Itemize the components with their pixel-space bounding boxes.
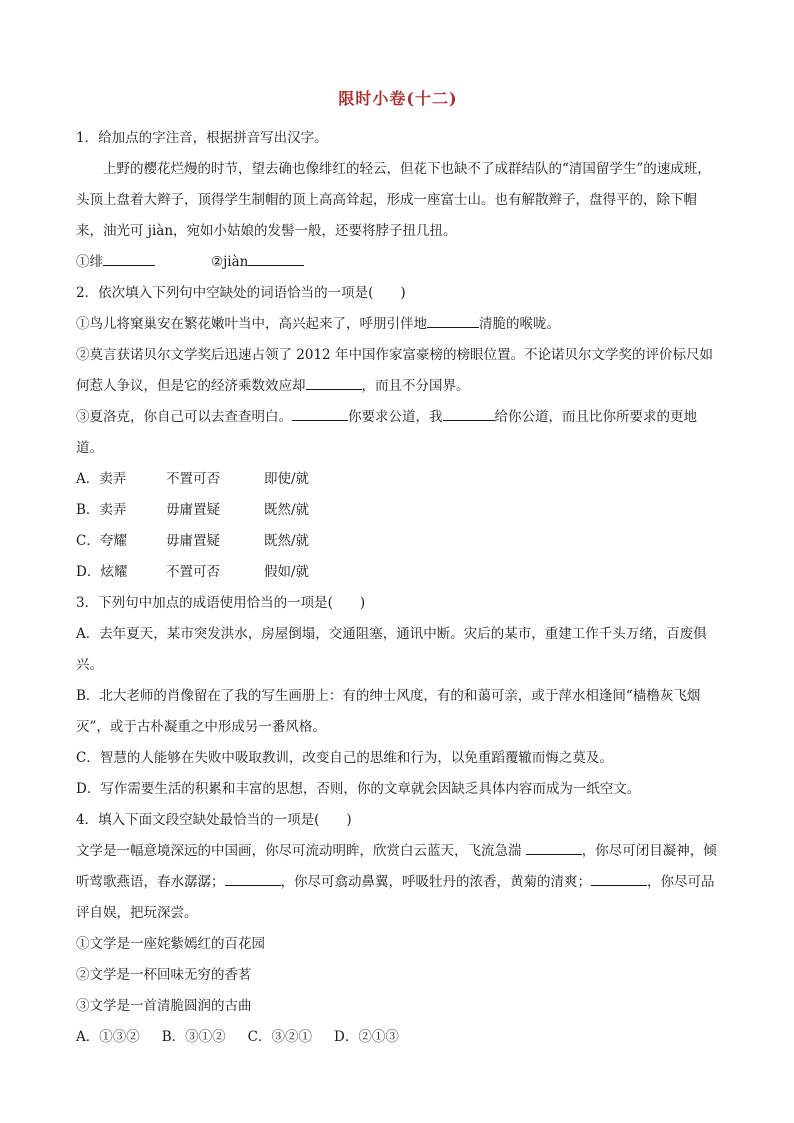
q4-passage (76, 836, 720, 929)
q1-answer1-blank[interactable] (103, 250, 155, 266)
q2-option-d-word1: D．炫耀 (76, 564, 128, 580)
q2-s1-text-b: 清脆的喉咙。 (479, 316, 560, 332)
q2-option-b-word1: B．卖弄 (76, 502, 127, 518)
q4-stem: 4．填入下面文段空缺处最恰当的一项是( ) (76, 812, 352, 828)
q4-item1: ①文学是一座姹紫嫣红的百花园 (76, 936, 265, 952)
q4-blank2[interactable] (225, 870, 281, 886)
q1-answer2-label: ②jiàn (211, 254, 249, 270)
q1-stem: 1．给加点的字注音，根据拼音写出汉字。 (76, 130, 328, 146)
q3-stem: 3．下列句中加点的成语使用恰当的一项是( ) (76, 595, 366, 611)
q2-sentence2 (76, 340, 720, 402)
q2-s1-text-a: ①鸟儿将窠巢安在繁花嫩叶当中，高兴起来了，呼朋引伴地 (76, 316, 427, 332)
q3-option-a[interactable]: A．去年夏天，某市突发洪水，房屋倒塌，交通阻塞，通讯中断。灾后的某市，重建工作千头万绪，百废俱兴。 (76, 626, 707, 673)
q2-option-c-word2: 毋庸置疑 (166, 533, 220, 549)
q2-option-b-word2: 毋庸置疑 (166, 502, 220, 518)
q2-option-d-word3: 假如/就 (264, 564, 310, 580)
q2-option-a-word1: A．卖弄 (76, 471, 127, 487)
q2-sentence3 (76, 402, 720, 464)
q1-answer2-blank[interactable] (248, 250, 304, 266)
q2-s3-blank2[interactable] (443, 405, 495, 421)
q2-option-a-word2: 不置可否 (166, 471, 220, 487)
q4-blank3[interactable] (591, 870, 647, 886)
q1-answers (76, 247, 720, 278)
q3-option-b[interactable]: B．北大老师的肖像留在了我的写生画册上：有的绅士风度，有的和蔼可亲，或于萍水相逢间“樯橹灰飞烟灭”，或于古朴凝重之中形成另一番风格。 (76, 688, 701, 735)
q4-option-a[interactable]: A．①③② (76, 1029, 140, 1045)
q2-s3-blank1[interactable] (292, 405, 348, 421)
q2-option-a-word3: 即使/就 (264, 471, 310, 487)
q4-item2: ②文学是一杯回味无穷的香茗 (76, 967, 252, 983)
q2-option-b[interactable] (76, 495, 720, 526)
q2-option-c-word1: C．夸耀 (76, 533, 127, 549)
q4-option-c[interactable]: C．③②① (247, 1029, 313, 1045)
q4-option-b[interactable]: B．③①② (161, 1029, 226, 1045)
q2-s3-text-a: ③夏洛克，你自己可以去查查明白。 (76, 409, 292, 425)
q4-text-c: ，你尽可翕动鼻翼，呼吸牡丹的浓香，黄菊的清爽； (280, 874, 591, 890)
q2-option-a[interactable] (76, 464, 720, 495)
document-page (76, 86, 720, 1053)
q2-option-c-word3: 既然/就 (264, 533, 310, 549)
q2-s2-blank[interactable] (306, 374, 362, 390)
q4-blank1[interactable] (526, 839, 582, 855)
q3-option-d[interactable]: D．写作需要生活的积累和丰富的思想，否则，你的文章就会因缺乏具体内容而成为一纸空文。 (76, 781, 641, 797)
q2-option-d[interactable] (76, 557, 720, 588)
q3-option-c[interactable]: C．智慧的人能够在失败中吸取教训，改变自己的思维和行为，以免重蹈覆辙而悔之莫及。 (76, 750, 613, 766)
q2-option-c[interactable] (76, 526, 720, 557)
q2-s2-text-b: ，而且不分国界。 (361, 378, 470, 394)
q1-passage: 上野的樱花烂熳的时节，望去确也像绯红的轻云，但花下也缺不了成群结队的“清国留学生”的速成班，头顶上盘着大辫子，顶得学生制帽的顶上高高耸起，形成一座富士山。也有解散辫子，盘得平的，除下帽来，油光可 jiàn，宛如小姑娘的发髻一般，还要将脖子扭几扭。 (76, 161, 711, 239)
q2-s1-blank[interactable] (427, 312, 479, 328)
q4-item3: ③文学是一首清脆圆润的古曲 (76, 998, 252, 1014)
page-title: 限时小卷(十二) (338, 89, 458, 108)
q2-option-d-word2: 不置可否 (166, 564, 220, 580)
q4-text-b: ，你尽可闭目凝神，倾听莺歌燕语，春水潺潺； (76, 843, 717, 890)
q2-sentence1 (76, 309, 720, 340)
q2-option-b-word3: 既然/就 (264, 502, 310, 518)
q4-option-d[interactable]: D．②①③ (334, 1029, 399, 1045)
q4-text-a: 文学是一幅意境深远的中国画，你尽可流动明眸，欣赏白云蓝天，飞流急湍 (76, 843, 522, 859)
q2-s2-text-a: ②莫言获诺贝尔文学奖后迅速占领了 2012 年中国作家富豪榜的榜眼位置。不论诺贝尔文学奖的评价标尺如何惹人争议，但是它的经济乘数效应却 (76, 347, 713, 394)
q2-s3-text-b: 你要求公道，我 (348, 409, 443, 425)
q4-text-d: ，你尽可品评自娱，把玩深尝。 (76, 874, 715, 921)
q1-answer1-label: ①绯 (76, 254, 103, 270)
q2-stem: 2．依次填入下列句中空缺处的词语恰当的一项是( ) (76, 285, 406, 301)
q2-s3-text-c: 给你公道，而且比你所要求的更地道。 (76, 409, 697, 456)
q4-options (76, 1022, 720, 1053)
